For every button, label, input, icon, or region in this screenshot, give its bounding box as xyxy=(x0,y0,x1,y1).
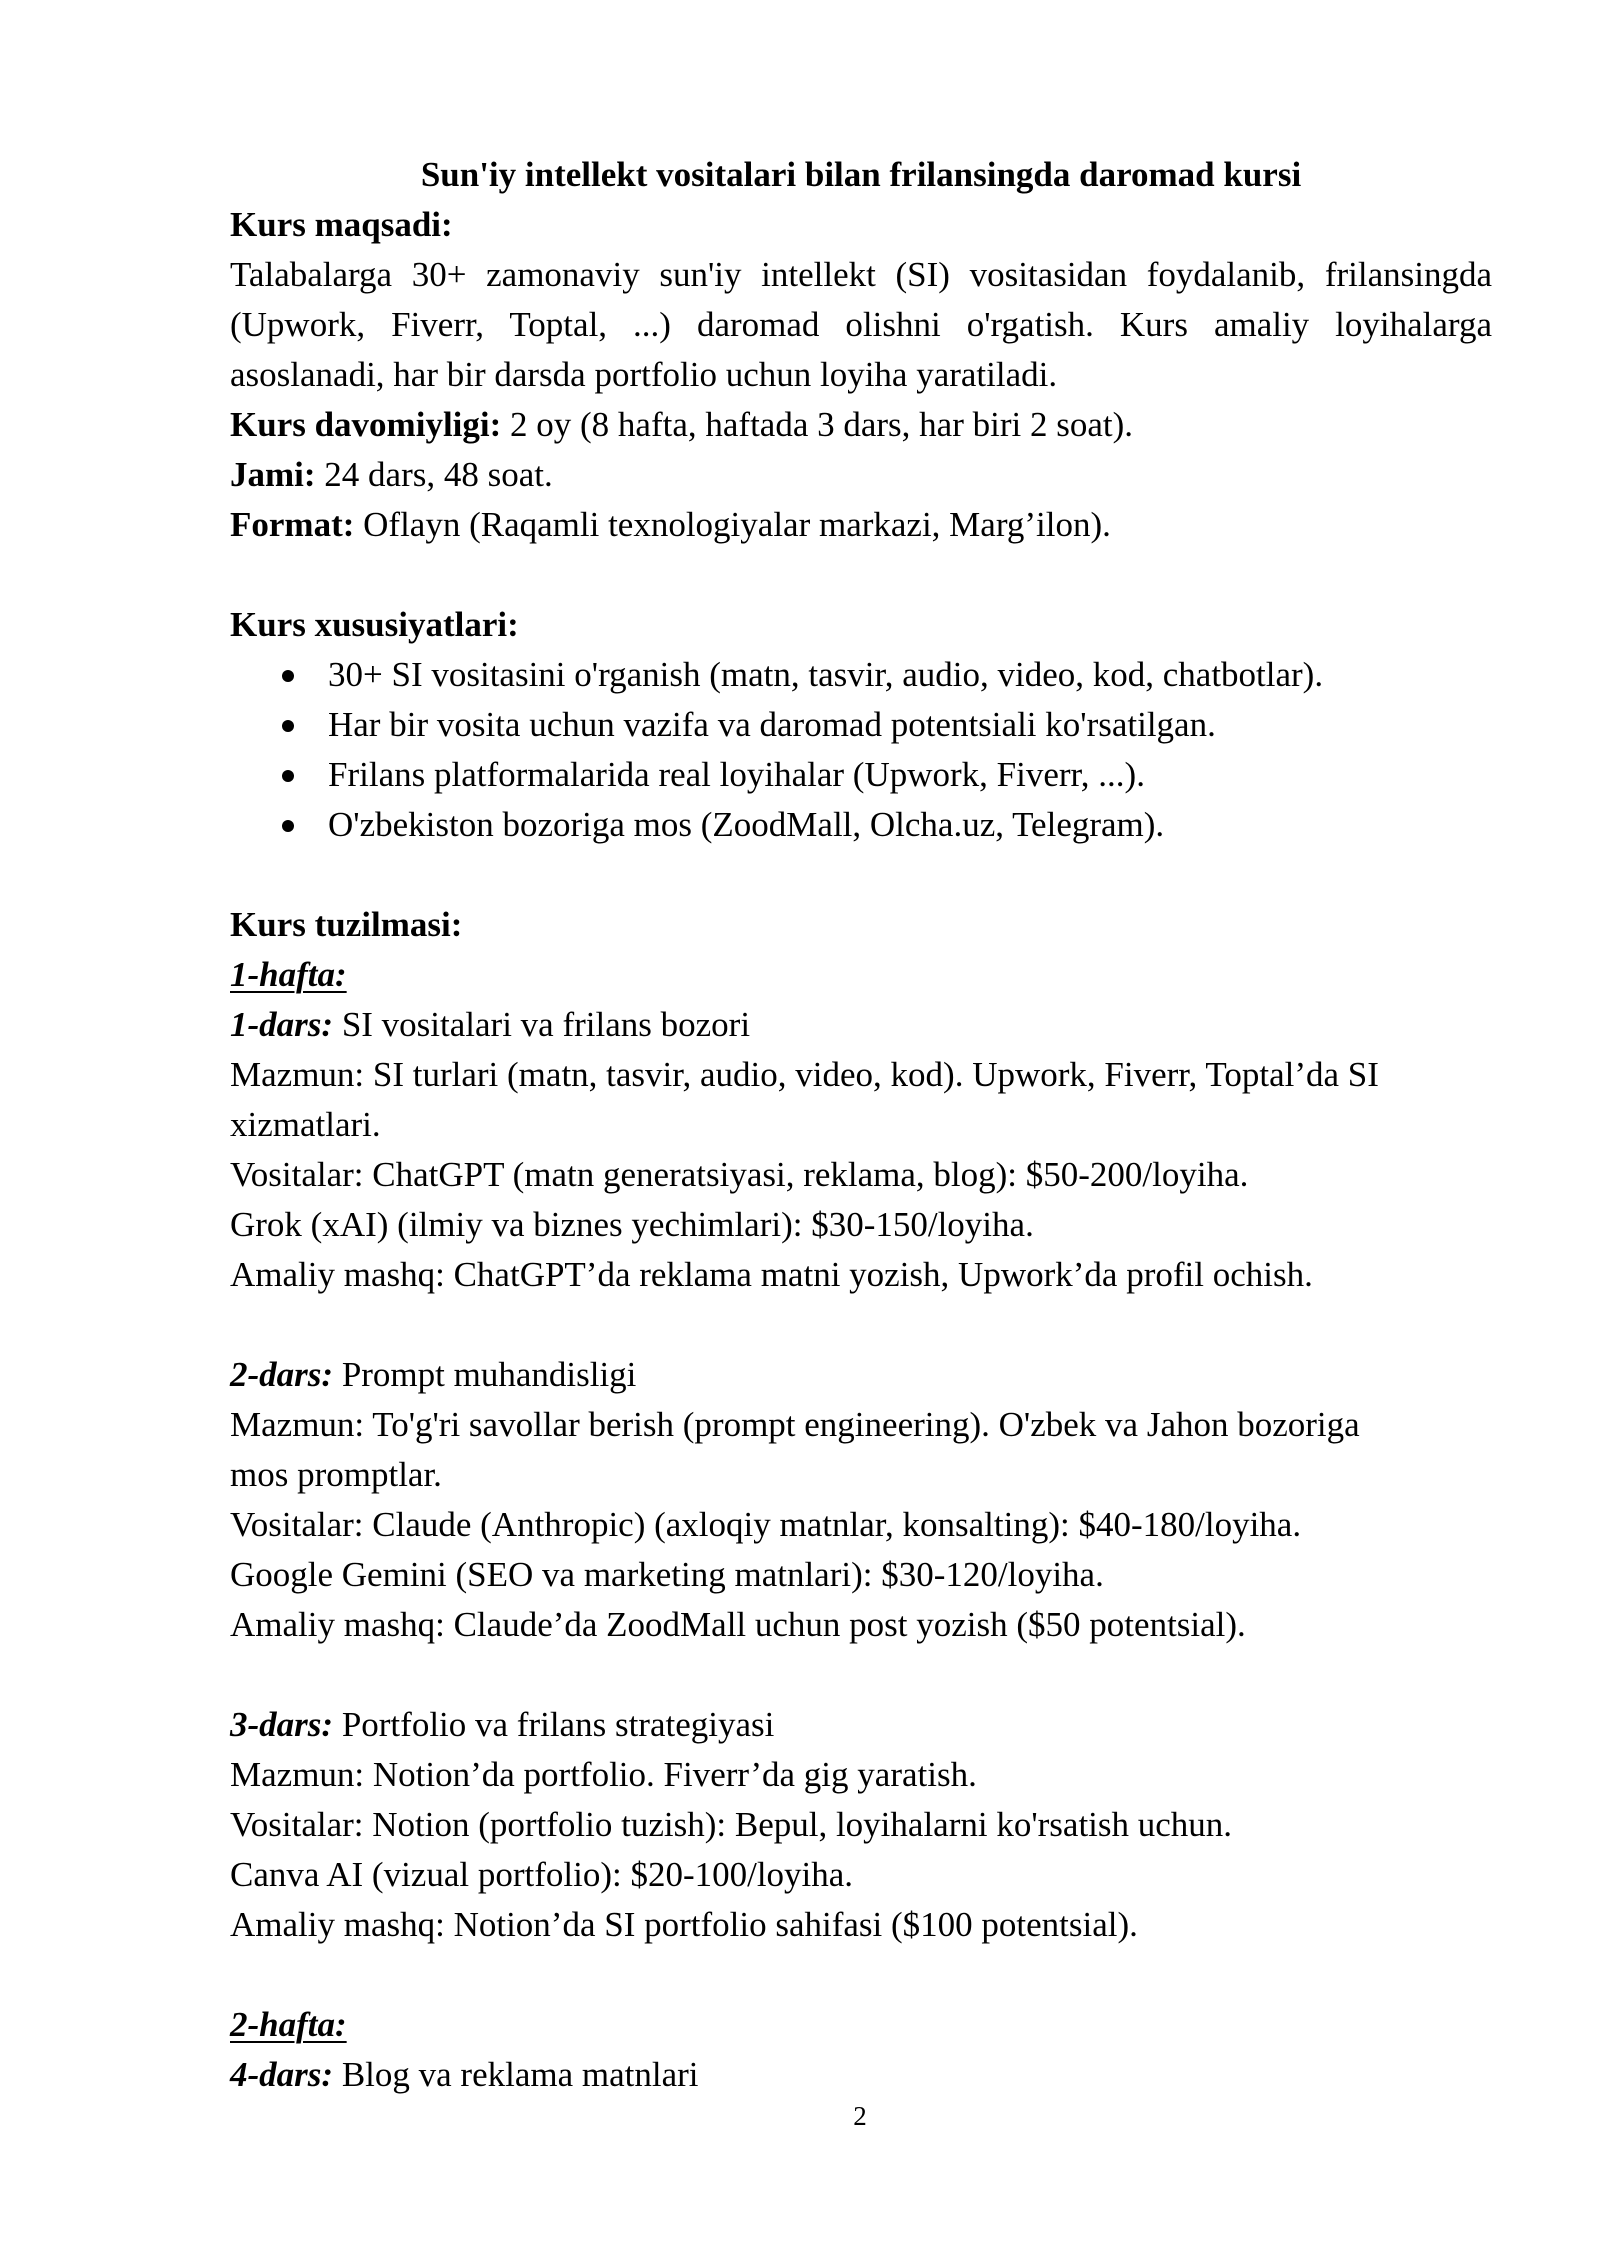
lesson-3 xyxy=(230,1700,1492,1950)
features-heading xyxy=(230,600,1492,650)
lesson-1 xyxy=(230,1000,1492,1300)
structure-heading xyxy=(230,900,1492,950)
lesson-line: Canva AI (vizual portfolio): $20-100/loyiha. xyxy=(230,1855,854,1894)
lesson-line: xizmatlari. xyxy=(230,1105,381,1144)
lesson-line: Mazmun: SI turlari (matn, tasvir, audio, video, kod). Upwork, Fiverr, Toptal’da SI xyxy=(230,1055,1379,1094)
goal-paragraph: Talabalarga 30+ zamonaviy sun'iy intellekt (SI) vositasidan foydalanib, frilansingda (Upwork, Fiverr, Toptal, ...) daromad olishni o'rgatish. Kurs amaliy loyihalarga asoslanadi, har bir darsda portfolio uchun loyiha yaratiladi. xyxy=(230,255,1492,394)
lesson-line: Vositalar: Claude (Anthropic) (axloqiy matnlar, konsalting): $40-180/loyiha. xyxy=(230,1505,1302,1544)
features-list xyxy=(230,650,1492,850)
spacer xyxy=(230,850,1492,900)
lesson-heading xyxy=(230,1350,1492,1400)
features-label: Kurs xususiyatlari: xyxy=(230,605,519,644)
lesson-heading xyxy=(230,1700,1492,1750)
list-item xyxy=(230,800,1492,850)
total-text: 24 dars, 48 soat. xyxy=(315,455,553,494)
feature-text: 30+ SI vositasini o'rganish (matn, tasvir, audio, video, kod, chatbotlar). xyxy=(328,655,1324,694)
duration-text: 2 oy (8 hafta, haftada 3 dars, har biri 2 soat). xyxy=(501,405,1134,444)
lesson-title: SI vositalari va frilans bozori xyxy=(333,1005,751,1044)
duration-label: Kurs davomiyligi: xyxy=(230,405,502,444)
lesson-line: Google Gemini (SEO va marketing matnlari): $30-120/loyiha. xyxy=(230,1555,1104,1594)
lesson-label: 4-dars: xyxy=(230,2055,334,2094)
feature-text: O'zbekiston bozoriga mos (ZoodMall, Olcha.uz, Telegram). xyxy=(328,805,1165,844)
feature-text: Frilans platformalarida real loyihalar (Upwork, Fiverr, ...). xyxy=(328,755,1145,794)
total-label: Jami: xyxy=(230,455,316,494)
duration-line xyxy=(230,400,1492,450)
spacer xyxy=(230,1650,1492,1700)
lesson-title: Prompt muhandisligi xyxy=(333,1355,637,1394)
bullet-icon xyxy=(282,770,294,782)
goal-heading xyxy=(230,200,1492,250)
lesson-4-heading xyxy=(230,2050,1492,2100)
lesson-line: Mazmun: Notion’da portfolio. Fiverr’da gig yaratish. xyxy=(230,1755,977,1794)
document-title: Sun'iy intellekt vositalari bilan frilansingda daromad kursi xyxy=(420,155,1302,194)
week-1-label: 1-hafta: xyxy=(230,955,347,994)
list-item xyxy=(230,650,1492,700)
bullet-icon xyxy=(282,820,294,832)
lesson-label: 2-dars: xyxy=(230,1355,334,1394)
lesson-label: 1-dars: xyxy=(230,1005,334,1044)
lesson-line: Mazmun: To'g'ri savollar berish (prompt engineering). O'zbek va Jahon bozoriga xyxy=(230,1405,1360,1444)
lesson-line: Grok (xAI) (ilmiy va biznes yechimlari): $30-150/loyiha. xyxy=(230,1205,1034,1244)
list-item xyxy=(230,750,1492,800)
page-number: 2 xyxy=(853,2101,867,2131)
goal-label: Kurs maqsadi: xyxy=(230,205,453,244)
spacer xyxy=(230,550,1492,600)
lesson-line: mos promptlar. xyxy=(230,1455,442,1494)
format-text: Oflayn (Raqamli texnologiyalar markazi, Marg’ilon). xyxy=(354,505,1111,544)
lesson-2 xyxy=(230,1350,1492,1650)
week-2-heading xyxy=(230,2000,1492,2050)
lesson-heading xyxy=(230,1000,1492,1050)
spacer xyxy=(230,1950,1492,2000)
bullet-icon xyxy=(282,670,294,682)
lesson-line: Amaliy mashq: Notion’da SI portfolio sahifasi ($100 potentsial). xyxy=(230,1905,1138,1944)
lesson-line: Amaliy mashq: Claude’da ZoodMall uchun post yozish ($50 potentsial). xyxy=(230,1605,1246,1644)
lesson-line: Amaliy mashq: ChatGPT’da reklama matni yozish, Upwork’da profil ochish. xyxy=(230,1255,1313,1294)
lesson-line: Vositalar: Notion (portfolio tuzish): Bepul, loyihalarni ko'rsatish uchun. xyxy=(230,1805,1233,1844)
week-1-heading xyxy=(230,950,1492,1000)
format-line xyxy=(230,500,1492,550)
lesson-label: 3-dars: xyxy=(230,1705,334,1744)
total-line xyxy=(230,450,1492,500)
bullet-icon xyxy=(282,720,294,732)
feature-text: Har bir vosita uchun vazifa va daromad potentsiali ko'rsatilgan. xyxy=(328,705,1216,744)
week-2-label: 2-hafta: xyxy=(230,2005,347,2044)
lesson-title: Portfolio va frilans strategiyasi xyxy=(333,1705,775,1744)
spacer xyxy=(230,1300,1492,1350)
format-label: Format: xyxy=(230,505,355,544)
lesson-line: Vositalar: ChatGPT (matn generatsiyasi, reklama, blog): $50-200/loyiha. xyxy=(230,1155,1249,1194)
lesson-title: Blog va reklama matnlari xyxy=(333,2055,699,2094)
list-item xyxy=(230,700,1492,750)
structure-label: Kurs tuzilmasi: xyxy=(230,905,463,944)
document-page xyxy=(230,150,1492,2100)
